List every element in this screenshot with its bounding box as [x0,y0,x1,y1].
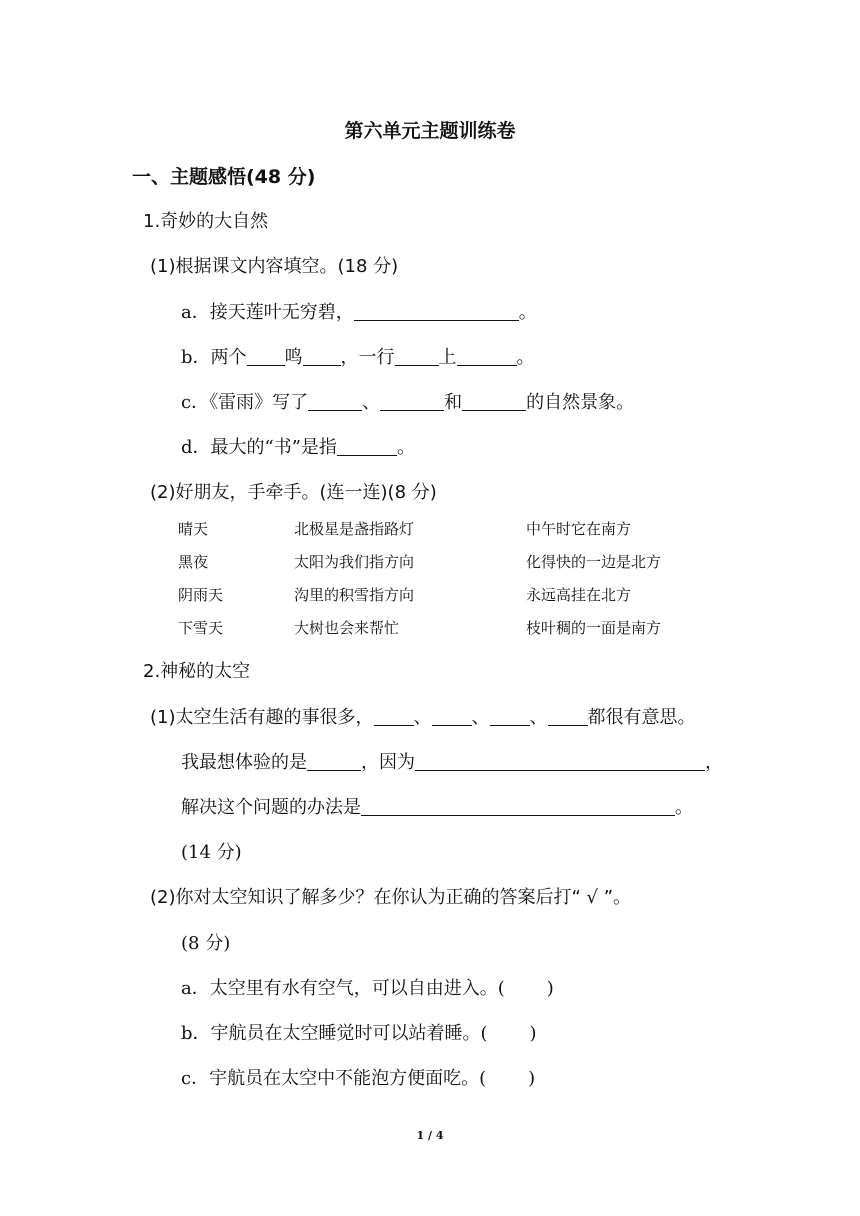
q1-item-c-text-2: 、 [362,392,381,413]
q1-item-b-text-5: 。 [516,347,535,368]
match-right-3[interactable]: 永远高挂在北方 [526,586,632,604]
match-right-2[interactable]: 化得快的一边是北方 [526,553,662,571]
close-paren: ) [528,1068,536,1089]
q2-item-c-text: c．宇航员在太空中不能泡方便面吃。( [181,1068,487,1089]
q2-part1-line3-text-2: 。 [675,797,693,818]
answer-blank[interactable] [490,707,530,726]
q2-item-b-text: b．宇航员在太空睡觉时可以站着睡。( [181,1023,488,1044]
match-middle-4[interactable]: 大树也会来帮忙 [294,619,400,637]
q2-part2-heading: (2)你对太空知识了解多少？在你认为正确的答案后打“ √ ”。 [150,887,632,908]
q1-item-b-text-3: ，一行 [340,347,395,368]
match-left-4[interactable]: 下雪天 [178,619,224,637]
match-middle-1[interactable]: 北极星是盏指路灯 [294,520,415,538]
q2-item-b [181,1019,537,1045]
answer-blank[interactable] [354,302,519,321]
close-paren: ) [546,978,554,999]
q1-item-c-text-3: 和 [444,392,463,413]
match-left-3[interactable]: 阴雨天 [178,586,224,604]
answer-blank[interactable] [457,347,517,366]
close-paren: ) [529,1023,537,1044]
match-middle-2[interactable]: 太阳为我们指方向 [294,553,415,571]
q1-item-a-text: a．接天莲叶无穷碧， [181,302,354,323]
answer-blank[interactable] [395,347,439,366]
answer-blank[interactable] [374,707,414,726]
answer-blank[interactable] [307,752,361,771]
q2-part2-score: (8 分) [181,933,231,954]
match-right-4[interactable]: 枝叶稠的一面是南方 [526,619,662,637]
answer-blank[interactable] [247,347,285,366]
answer-blank[interactable] [361,797,675,816]
q1-item-b-text-4: 上 [438,347,457,368]
q1-item-a [181,298,537,324]
match-right-1[interactable]: 中午时它在南方 [526,520,632,538]
q1-item-b-text-1: b．两个 [181,347,247,368]
q2-part1-line1 [150,703,696,729]
q1-item-d-text-2: 。 [396,437,415,458]
separator: 、 [471,707,490,728]
match-left-1[interactable]: 晴天 [178,520,209,538]
answer-blank[interactable] [462,392,526,411]
q2-part1-line2 [181,748,723,774]
q1-item-c [181,388,634,414]
match-middle-3[interactable]: 沟里的积雪指方向 [294,586,415,604]
q2-part1-line2-text-1: 我最想体验的是 [181,752,307,773]
answer-blank[interactable] [380,392,444,411]
q1-item-b-text-2: 鸣 [284,347,303,368]
q2-item-c [181,1064,535,1090]
q1-item-d [181,433,415,459]
q2-heading: 2.神秘的太空 [143,661,251,682]
answer-blank[interactable] [308,392,362,411]
page-title: 第六单元主题训练卷 [344,120,516,142]
q1-item-d-text-1: d．最大的“书”是指 [181,437,337,458]
q1-item-c-text-4: 的自然景象。 [526,392,635,413]
match-left-2[interactable]: 黑夜 [178,553,209,571]
q2-part1-score: (14 分) [181,842,242,863]
q2-item-a [181,974,554,1000]
q1-item-b [181,343,535,369]
answer-blank[interactable] [432,707,472,726]
q2-part1-text: (1)太空生活有趣的事很多， [150,707,374,728]
q1-part1-heading: (1)根据课文内容填空。(18 分) [150,256,399,277]
q1-item-a-end: 。 [518,302,537,323]
q2-item-a-text: a．太空里有水有空气，可以自由进入。( [181,978,505,999]
q2-part1-text-end: 都很有意思。 [587,707,696,728]
q1-item-c-text-1: c．《雷雨》写了 [181,392,309,413]
q1-heading: 1.奇妙的大自然 [143,211,269,232]
answer-blank[interactable] [548,707,588,726]
answer-blank[interactable] [415,752,705,771]
page-number: 1 / 4 [416,1129,444,1142]
q1-part2-heading: (2)好朋友，手牵手。(连一连)(8 分) [150,482,437,503]
q2-part1-line2-text-2: ，因为 [361,752,415,773]
separator: 、 [413,707,432,728]
section-1-heading: 一、主题感悟(48 分) [132,166,316,188]
answer-blank[interactable] [337,437,397,456]
q2-part1-line2-text-3: ， [705,752,723,773]
q2-part1-line3-text-1: 解决这个问题的办法是 [181,797,361,818]
q2-part1-line3 [181,793,693,819]
separator: 、 [529,707,548,728]
answer-blank[interactable] [303,347,341,366]
